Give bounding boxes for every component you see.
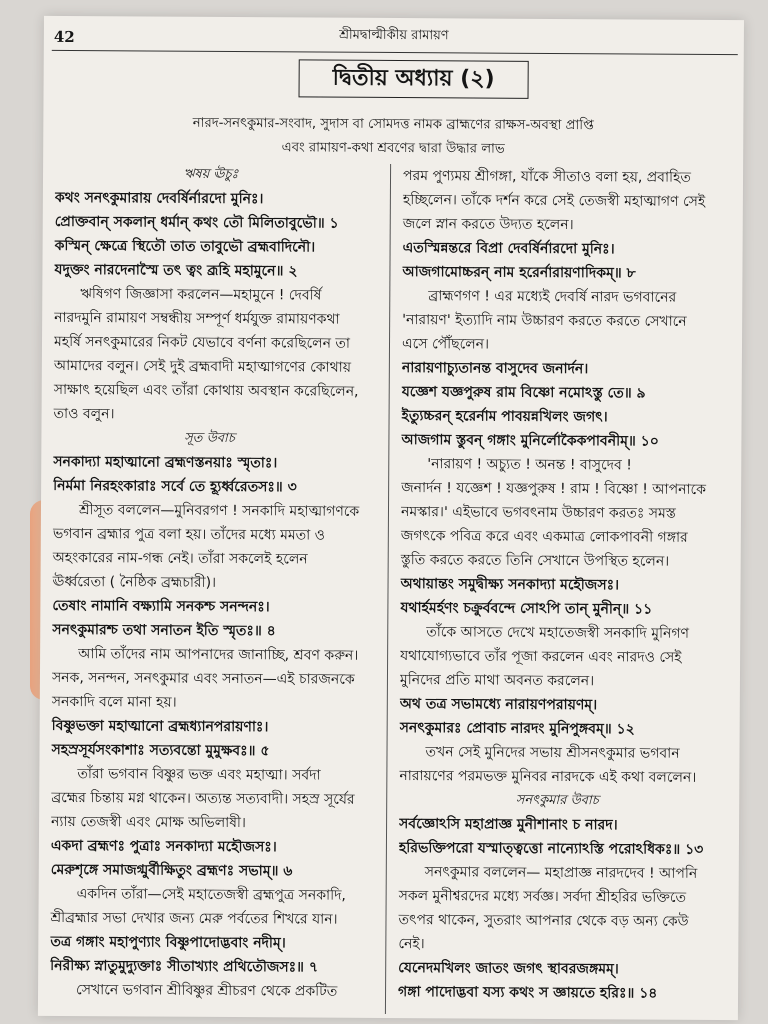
verse-line: নারায়ণাচ্যুতানন্ত বাসুদেব জনার্দন। (401, 360, 589, 378)
text-line: স্তুতি করতে করতে তিনি সেখানে উপস্থিত হলেন। (400, 552, 670, 570)
text-line: 'নারায়ণ ! অচ্যুত ! অনন্ত ! বাসুদেব ! (427, 456, 632, 474)
text-line: ভগবান ব্রহ্মার পুত্র বলা হয়। তাঁদের মধ্যে মমতা ও (52, 525, 326, 544)
verse-line: বিষ্ণুভক্তা মহাত্মানো ব্রহ্মধ্যানপরায়ণাঃ। (51, 717, 269, 736)
verse-line: তত্র গঙ্গাং মহাপুণ্যাং বিষ্ণুপাদোদ্ভবাং নদীম্। (50, 933, 286, 952)
verse-line: সনৎকুমারঃ প্রোবাচ নারদং মুনিপুঙ্গবম্॥ ১২ (399, 720, 635, 738)
verse-line: কস্মিন্ ক্ষেত্রে স্থিতৌ তাত তাবুভৌ ব্রহ্মবাদিনৌ। (54, 237, 316, 256)
text-line: তাঁরা ভগবান বিষ্ণুর ভক্ত এবং মহাত্মা। সর্বদা (77, 766, 321, 784)
column-divider (385, 164, 391, 1014)
verse-line: অথায়ান্তং সমুদ্বীক্ষ্য সনকাদ্যা মহৌজসঃ। (400, 576, 620, 594)
text-line: অহংকারের নাম-গন্ধ নেই। তাঁরা সকলেই হলেন (52, 549, 308, 568)
text-line: পরম পুণ্যময় শ্রীগঙ্গা, যাঁকে সীতাও বলা হয়, প্রবাহিত (402, 168, 691, 186)
text-line: জনার্দন ! যজ্ঞেশ ! যজ্ঞপুরুষ ! রাম ! বিষ্ণো ! আপনাকে (401, 480, 707, 498)
speaker-heading: ঋষয় ঊচুঃ (183, 166, 239, 183)
text-line: মহর্ষি সনৎকুমারের নিকট যেভাবে বর্ণনা করেছিলেন তা (53, 333, 351, 352)
speaker-heading: সনৎকুমার উবাচ (515, 792, 599, 809)
verse-line: যেনেদমখিলং জাতং জগৎ স্থাবরজঙ্গমম্। (398, 960, 619, 978)
text-line: ব্রহ্মের চিন্তায় মগ্ন থাকেন। অত্যন্ত সত্যবাদী। সহস্র সূর্যের (51, 789, 355, 808)
verse-line: নির্মমা নিরহংকারাঃ সর্বে তে হ্যূর্ধ্বরেতসঃ॥ ৩ (53, 477, 297, 496)
running-title: শ্রীমদ্বাল্মীকীয় রামায়ণ (339, 27, 449, 44)
verse-line: গঙ্গা পাদোদ্ভবা যস্য কথং স জ্ঞায়তে হরিঃ॥ ১৪ (398, 984, 658, 1002)
running-head (44, 16, 744, 60)
verse-line: সর্বজ্ঞোঽসি মহাপ্রাজ্ঞ মুনীশানাং চ নারদ। (399, 816, 618, 834)
verse-line: প্রোক্তবান্ সকলান্ ধর্মান্ কথং তৌ মিলিতাবুভৌ॥ ১ (54, 213, 339, 232)
verse-line: কথং সনৎকুমারায় দেবর্ষির্নারদো মুনিঃ। (54, 189, 264, 208)
text-line: তাঁকে আসতে দেখে মহাতেজস্বী সনকাদি মুনিগণ (426, 624, 690, 642)
text-line: একদিন তাঁরা—সেই মহাতেজস্বী ব্রহ্মপুত্র সনকাদি, (76, 886, 346, 904)
verse-line: সহস্রসূর্যসংকাশাঃ সত্যবন্তো মুমুক্ষবঃ॥ ৫ (51, 741, 270, 760)
header-rule (52, 50, 738, 55)
text-line: শ্রীসূত বললেন—মুনিবরগণ ! সনকাদি মহাত্মাগণকে (78, 502, 360, 520)
verse-line: হরিভক্তিপরো যস্মাত্ত্বত্তো নান্যোঽস্তি পরোঽধিকঃ॥ ১৩ (398, 840, 704, 858)
text-line: জগৎকে পবিত্র করে এবং একমাত্র লোকপাবনী গঙ্গার (400, 528, 688, 546)
text-line: ব্রাহ্মণগণ ! এর মধ্যেই দেবর্ষি নারদ ভগবানের (428, 288, 677, 306)
text-line: 'নারায়ণ' ইত্যাদি নাম উচ্চারণ করতে করতে সেখানে (402, 312, 687, 330)
text-line: নারদমুনি রামায়ণ সম্বন্ধীয় সম্পূর্ণ ধর্মযুক্ত রামায়ণকথা (54, 309, 340, 328)
verse-line: যদুক্তং নারদেনাস্মৈ তৎ ত্বং ব্রূহি মহামুনে॥ ২ (54, 261, 298, 280)
text-line: শ্রীব্রহ্মার সভা দেখার জন্য মেরু পর্বতের শিখরে যান। (50, 909, 338, 928)
verse-line: ইত্যুচ্চরন্ হরের্নাম পাবয়ন্নখিলং জগৎ। (401, 408, 608, 426)
text-line: সনৎকুমার বললেন— মহাপ্রাজ্ঞ নারদদেব ! আপনি (424, 864, 698, 882)
text-line: আমি তাঁদের নাম আপনাদের জানাচ্ছি, শ্রবণ করুন। (78, 646, 359, 664)
text-line: আমাদের বলুন। সেই দুই ব্রহ্মবাদী মহাত্মাগণের কোথায় (53, 357, 352, 376)
text-line: নারায়ণের পরমভক্ত মুনিবর নারদকে এই কথা বললেন। (399, 768, 697, 786)
text-line: তখন সেই মুনিদের সভায় শ্রীসনৎকুমার ভগবান (425, 744, 680, 762)
chapter-title: দ্বিতীয় অধ্যায় (২) (299, 59, 529, 98)
text-line: জলে স্নান করতে উদ্যত হলেন। (402, 216, 574, 234)
text-line: ঊর্ধ্বরেতা ( নৈষ্ঠিক ব্রহ্মচারী)। (52, 573, 217, 591)
text-line: সনক, সনন্দন, সনৎকুমার এবং সনাতন—এই চারজনকে (51, 669, 355, 688)
page-number: 42 (53, 27, 75, 47)
text-line: ন্যায় তেজস্বী এবং মোক্ষ অভিলাষী। (51, 813, 247, 832)
text-line: তৎপর থাকেন, সুতরাং আপনার থেকে বড় অন্য কেউ (398, 912, 689, 930)
verse-line: তেষাং নামানি বক্ষ্যামি সনকশ্চ সনন্দনঃ। (52, 597, 270, 616)
text-line: সনকাদি বলে মানা হয়। (51, 693, 177, 711)
text-line: ঋষিগণ জিজ্ঞাসা করলেন—মহামুনে ! দেবর্ষি (80, 286, 322, 304)
text-line: সাক্ষাৎ হয়েছিল এবং তাঁরা কোথায় অবস্থান করেছিলেন, (53, 381, 359, 400)
verse-line: এতস্মিন্নন্তরে বিপ্রা দেবর্ষির্নারদো মুনিঃ। (402, 240, 615, 258)
verse-line: সনকাদ্যা মহাত্মানো ব্রহ্মণস্তনয়াঃ স্মৃতাঃ। (53, 453, 278, 472)
verse-line: আজগামোচ্চরন্ নাম হরের্নারায়ণাদিকম্॥ ৮ (402, 264, 636, 282)
text-line: নেই। (398, 936, 425, 953)
text-line: মুনিদের প্রতি মাথা অবনত করলেন। (399, 672, 595, 690)
verse-line: সনৎকুমারশ্চ তথা সনাতন ইতি স্মৃতঃ॥ ৪ (52, 621, 276, 640)
speaker-heading: সূত উবাচ (184, 430, 235, 447)
verse-line: অথ তত্র সভামধ্যে নারায়ণপরায়ণম্। (399, 696, 598, 714)
book-page (38, 16, 744, 1020)
verse-line: যথার্হমর্হণং চক্রুর্ববন্দে সোঽপি তান্ মুনীন্॥ ১১ (400, 600, 653, 618)
chapter-subtitle-line2: এবং রামায়ণ-কথা শ্রবণের দ্বারা উদ্ধার লাভ (281, 140, 505, 157)
text-line: তাও বলুন। (53, 405, 115, 423)
left-column (50, 162, 367, 1004)
text-line: এসে পৌঁছলেন। (401, 336, 490, 353)
chapter-subtitle-line1: নারদ-সনৎকুমার-সংবাদ, সুদাস বা সোমদত্ত নামক ব্রাহ্মণের রাক্ষস-অবস্থা প্রাপ্তি (192, 115, 594, 134)
text-line: হচ্ছিলেন। তাঁকে দর্শন করে সেই তেজস্বী মহাত্মাগণ সেই (402, 192, 706, 210)
right-column (398, 164, 719, 1006)
verse-line: নিরীক্ষ্য স্নাতুমুদ্যুক্তাঃ সীতাখ্যাং প্রথিতৌজসঃ॥ ৭ (50, 957, 319, 976)
verse-line: আজগাম স্তুবন্ গঙ্গাং মুনির্লোকৈকপাবনীম্॥ ১০ (401, 432, 659, 450)
verse-line: যজ্ঞেশ যজ্ঞপুরুষ রাম বিষ্ণো নমোঽস্তু তে॥ ৯ (401, 384, 646, 402)
text-line: নমস্কার।' এইভাবে ভগবৎনাম উচ্চারণ করতঃ সমস্ত (400, 504, 676, 522)
verse-line: মেরুশৃঙ্গে সমাজগ্মুর্বীক্ষিতুং ব্রহ্মণঃ সভাম্॥ ৬ (50, 861, 293, 880)
text-line: সকল মুনীশ্বরদের মধ্যে সর্বজ্ঞ। সর্বদা শ্রীহরির ভক্তিতে (398, 888, 687, 906)
text-line: সেখানে ভগবান শ্রীবিষ্ণুর শ্রীচরণ থেকে প্রকটিত (76, 982, 338, 1000)
verse-line: একদা ব্রহ্মণঃ পুত্রাঃ সনকাদ্যা মহৌজসঃ। (50, 837, 277, 856)
text-line: যথাযোগ্যভাবে তাঁর পূজা করলেন এবং নারদও সেই (400, 648, 682, 666)
